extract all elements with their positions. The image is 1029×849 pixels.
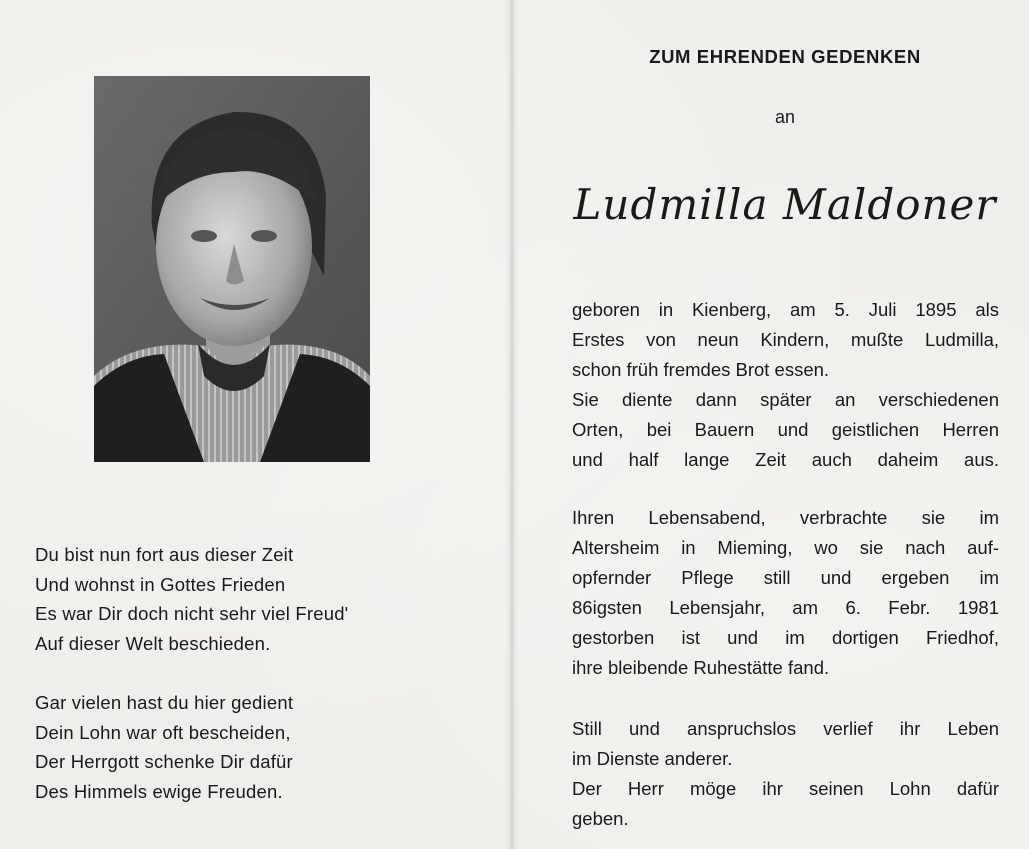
biography-paragraph-1 (572, 295, 999, 475)
biography-paragraph-3 (572, 714, 999, 834)
text-line: geben. (572, 808, 629, 829)
text-line: im Dienste anderer. (572, 748, 733, 769)
biography-paragraph-2 (572, 503, 999, 683)
text-line: Erstes von neun Kindern, mußte Ludmilla, (572, 329, 999, 350)
heading-an: an (774, 107, 796, 127)
poem-line: Des Himmels ewige Freuden. (35, 780, 283, 802)
poem-line: Es war Dir doch nicht sehr viel Freud' (35, 603, 349, 624)
text-line: und half lange Zeit auch daheim aus. (572, 449, 999, 470)
poem-line: Dein Lohn war oft bescheiden, (35, 721, 291, 743)
poem-stanza-2 (35, 688, 505, 806)
poem-stanza-1 (35, 540, 505, 658)
text-line: Orten, bei Bauern und geistlichen Herren (572, 419, 999, 440)
text-line: schon früh fremdes Brot essen. (572, 359, 830, 380)
portrait-photo (94, 76, 370, 462)
text-line: Der Herr möge ihr seinen Lohn dafür (572, 778, 999, 799)
text-line: geboren in Kienberg, am 5. Juli 1895 als (572, 299, 999, 320)
text-line: gestorben ist und im dortigen Friedhof, (572, 627, 999, 648)
deceased-name: Ludmilla Maldoner (573, 180, 997, 229)
memorial-heading: ZUM EHRENDEN GEDENKEN (649, 46, 921, 67)
text-line: Altersheim in Mieming, wo sie nach auf- (572, 537, 999, 558)
text-line: Still und anspruchslos verlief ihr Leben (572, 718, 999, 739)
text-line: 86igsten Lebensjahr, am 6. Febr. 1981 (572, 597, 999, 618)
text-line: Ihren Lebensabend, verbrachte sie im (572, 507, 999, 528)
text-line: Sie diente dann später an verschiedenen (572, 389, 999, 410)
text-line: ihre bleibende Ruhestätte fand. (572, 657, 830, 678)
text-line: opfernder Pflege still und ergeben im (572, 567, 999, 588)
poem-line: Auf dieser Welt beschieden. (35, 632, 271, 654)
poem-line: Gar vielen hast du hier gedient (35, 692, 294, 713)
card-fold (505, 0, 519, 849)
poem-line: Der Herrgott schenke Dir dafür (35, 751, 293, 772)
poem-line: Und wohnst in Gottes Frieden (35, 573, 286, 595)
poem-line: Du bist nun fort aus dieser Zeit (35, 544, 294, 565)
